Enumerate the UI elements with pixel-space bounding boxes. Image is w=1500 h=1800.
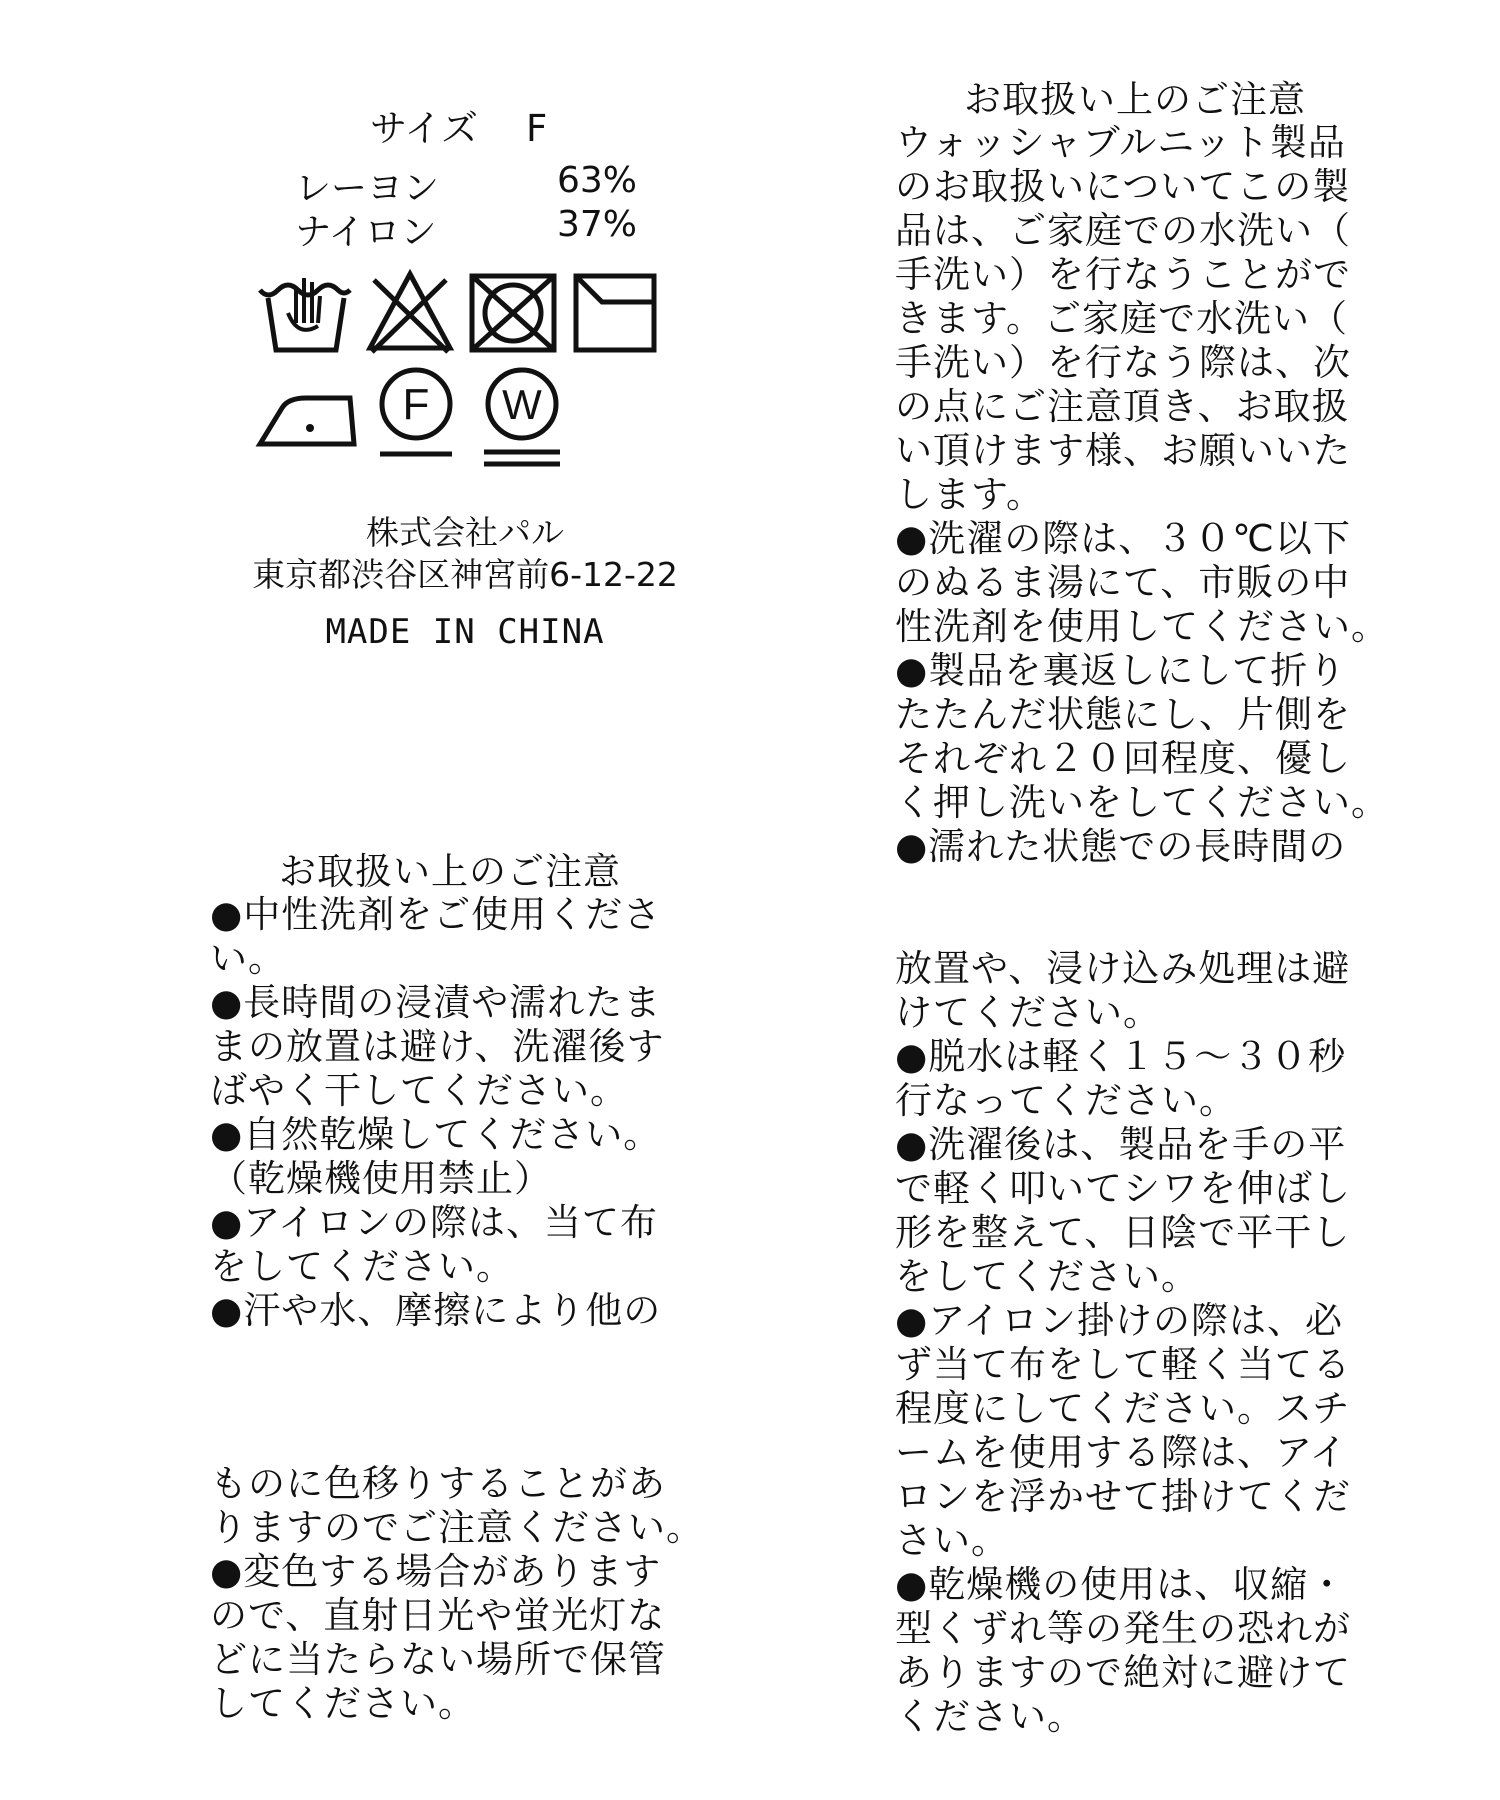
notice-line: します。 (895, 473, 1045, 516)
notice-line: 放置や、浸け込み処理は避 (895, 947, 1351, 990)
notice-line: （乾燥機使用禁止） (210, 1157, 552, 1200)
notice-line: まの放置は避け、洗濯後す (210, 1025, 665, 1068)
notice-line: ●アイロンの際は、当て布 (210, 1201, 658, 1244)
notice-line: く押し洗いをしてください。 (895, 781, 1389, 824)
no-chlorine-bleach-icon (370, 274, 450, 352)
notice-line: それぞれ２０回程度、優し (895, 737, 1351, 780)
wet-clean-letter: W (502, 381, 542, 428)
fiber-percent: 37% (557, 204, 638, 245)
notice-line: い頂けます様、お願いいた (895, 429, 1351, 472)
notice-line: ●濡れた状態での長時間の (895, 825, 1347, 868)
notice-line: さい。 (895, 1519, 1009, 1562)
notice-line: のぬるま湯にて、市販の中 (895, 561, 1351, 604)
hand-wash-icon (260, 278, 350, 350)
notice-line: ので、直射日光や蛍光灯な (210, 1594, 666, 1637)
notice-line: ●洗濯後は、製品を手の平 (895, 1123, 1347, 1166)
wet-clean-w-icon (484, 370, 560, 464)
dry-clean-f-icon (380, 370, 452, 454)
notice-line: ●中性洗剤をご使用くださ (210, 893, 662, 936)
right-notice-title: お取扱い上のご注意 (964, 78, 1306, 121)
fiber-row (295, 204, 655, 255)
notice-line: ●変色する場合があります (210, 1550, 662, 1593)
notice-line: ●長時間の浸漬や濡れたま (210, 981, 662, 1024)
notice-line: どに当たらない場所で保管 (210, 1638, 666, 1681)
notice-line: ロンを浮かせて掛けてくだ (895, 1475, 1351, 1518)
notice-line: 品は、ご家庭での水洗い（ (895, 209, 1351, 252)
notice-line: の点にご注意頂き、お取扱 (895, 385, 1350, 428)
left-notice-block-1 (210, 893, 665, 1333)
notice-line: ●洗濯の際は、３０℃以下 (895, 517, 1351, 560)
size-line (370, 98, 547, 152)
left-notice-title: お取扱い上のご注意 (279, 850, 621, 893)
notice-line: 手洗い）を行なう際は、次 (895, 341, 1351, 384)
no-tumble-dry-icon (472, 276, 554, 350)
dry-clean-letter: F (402, 380, 430, 429)
notice-line: をしてください。 (895, 1255, 1199, 1298)
notice-line: ばやく干してください。 (210, 1069, 628, 1112)
fiber-percent: 63% (557, 160, 638, 201)
notice-line: をしてください。 (210, 1245, 514, 1288)
notice-line: りますのでご注意ください。 (210, 1506, 704, 1549)
notice-line: 形を整えて、日陰で平干し (895, 1211, 1351, 1254)
care-symbols-row-2 (258, 368, 678, 468)
company-info (230, 512, 700, 596)
notice-line: 性洗剤を使用してください。 (895, 605, 1389, 648)
notice-line: ●アイロン掛けの際は、必 (895, 1299, 1343, 1342)
left-notice-block-2 (210, 1462, 704, 1726)
fiber-name: ナイロン (295, 212, 437, 253)
notice-line: たたんだ状態にし、片側を (895, 693, 1351, 736)
notice-line: ●製品を裏返しにして折り (895, 649, 1347, 692)
line-dry-shade-icon (576, 276, 654, 350)
notice-line: きます。ご家庭で水洗い（ (895, 297, 1349, 340)
notice-line: で軽く叩いてシワを伸ばし (895, 1167, 1351, 1210)
notice-line: してください。 (210, 1682, 476, 1725)
iron-low-icon (260, 398, 354, 444)
right-notice-block-2 (895, 947, 1351, 1739)
notice-line: い。 (210, 937, 286, 980)
notice-line: ください。 (895, 1695, 1085, 1738)
size-value: F (526, 107, 548, 150)
notice-line: ●自然乾燥してください。 (210, 1113, 662, 1156)
notice-line: のお取扱いについてこの製 (895, 165, 1351, 208)
company-address: 東京都渋谷区神宮前6-12-22 (252, 555, 678, 594)
notice-line: 行なってください。 (895, 1079, 1237, 1122)
size-label: サイズ (370, 107, 479, 150)
notice-line: ず当て布をして軽く当てる (895, 1343, 1351, 1386)
country-of-origin: MADE IN CHINA (325, 612, 605, 652)
notice-line: 程度にしてください。スチ (895, 1387, 1351, 1430)
notice-line: ームを使用する際は、アイ (895, 1431, 1348, 1474)
notice-line: 手洗い）を行なうことがで (895, 253, 1351, 296)
notice-line: ありますので絶対に避けて (895, 1651, 1351, 1694)
fiber-name: レーヨン (295, 168, 440, 209)
notice-line: ものに色移りすることがあ (210, 1462, 666, 1505)
right-notice-block-1 (895, 121, 1389, 869)
notice-line: 型くずれ等の発生の恐れが (895, 1607, 1351, 1650)
care-symbols-row-1 (258, 268, 658, 358)
notice-line: ●脱水は軽く１５～３０秒 (895, 1035, 1347, 1078)
notice-line: ●乾燥機の使用は、収縮・ (895, 1563, 1347, 1606)
notice-line: ウォッシャブルニット製品 (895, 121, 1346, 164)
notice-line: ●汗や水、摩擦により他の (210, 1289, 662, 1332)
company-name: 株式会社パル (366, 513, 564, 552)
notice-line: けてください。 (895, 991, 1161, 1034)
